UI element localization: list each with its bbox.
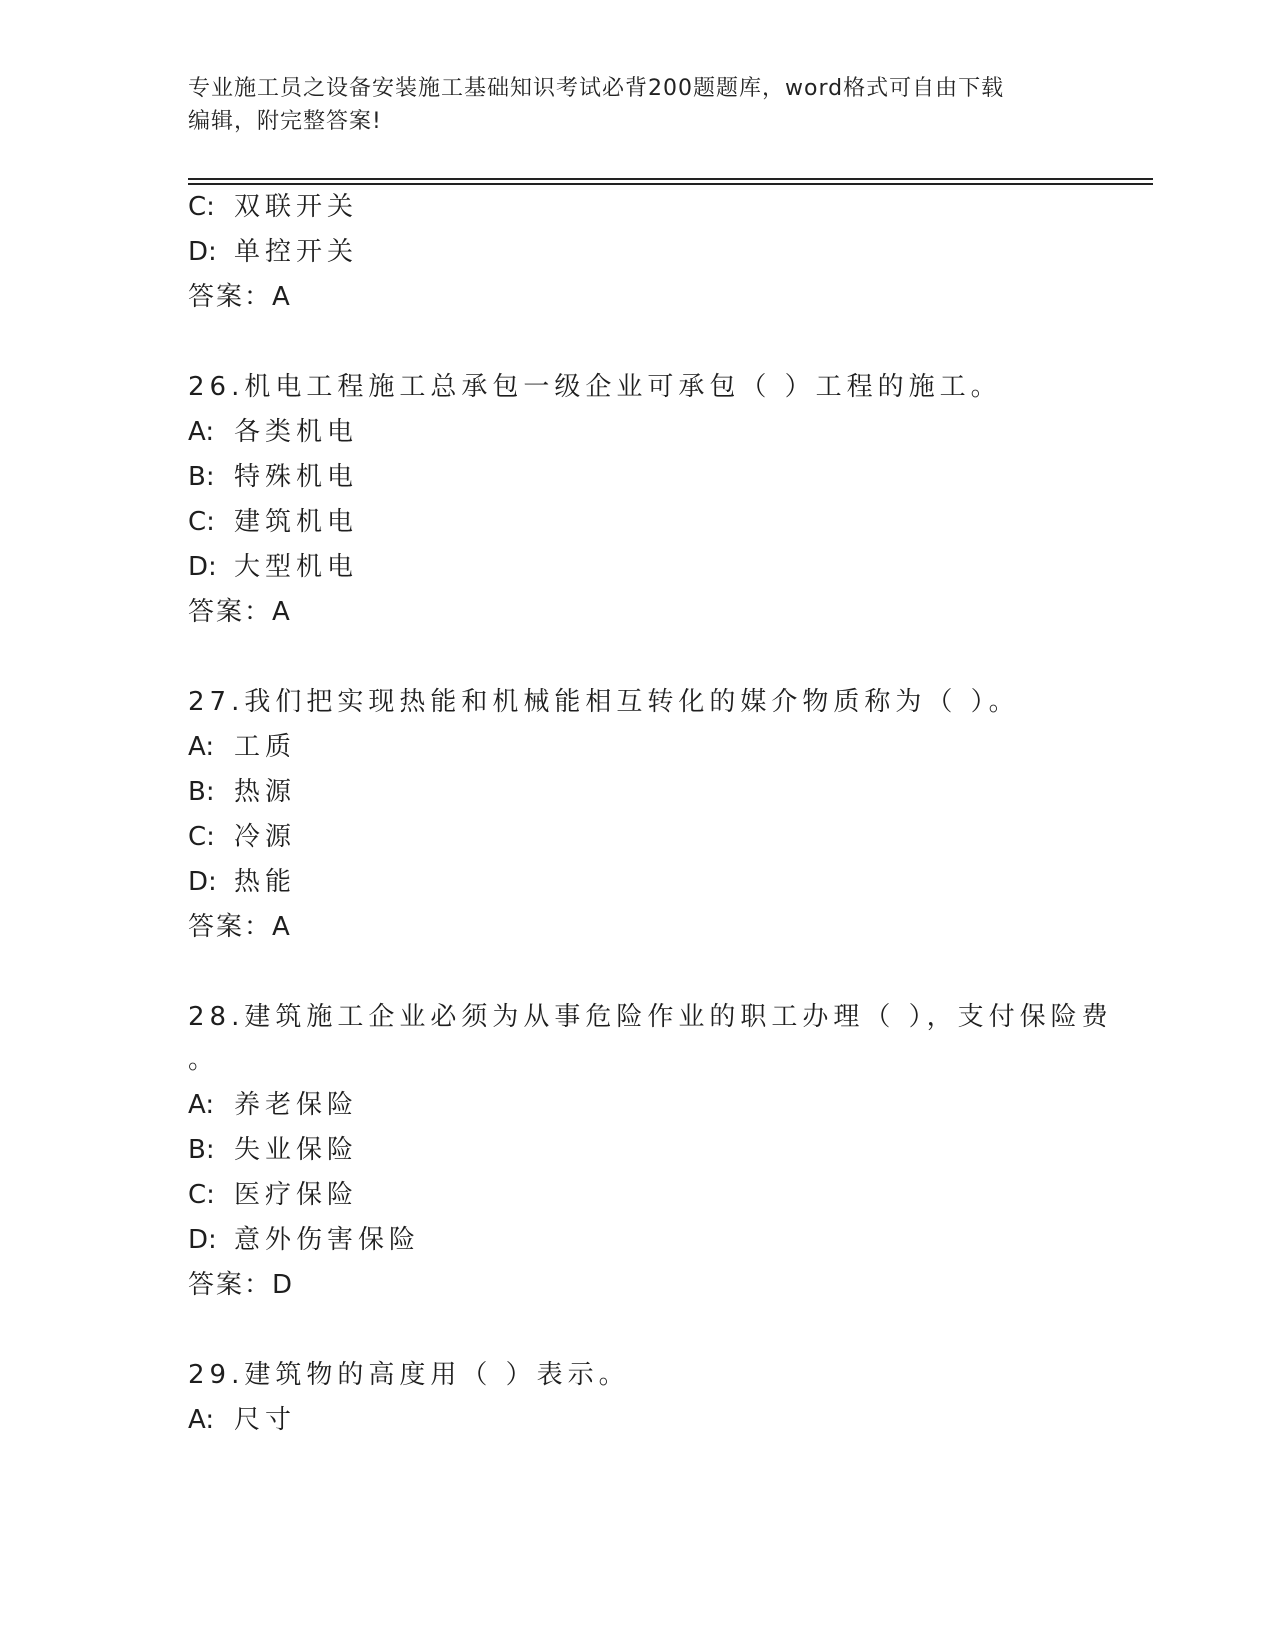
option-text: 养老保险	[234, 1090, 359, 1120]
answer-line: 答案：A	[188, 597, 292, 627]
question-stem: 26.机电工程施工总承包一级企业可承包（ ）工程的施工。	[188, 372, 1002, 402]
option-text: 工质	[234, 732, 297, 762]
option-line	[188, 1178, 358, 1212]
option-key: A:	[188, 1090, 215, 1120]
option-key: C:	[188, 507, 215, 537]
option-line	[188, 1133, 358, 1167]
option-key: B:	[188, 1135, 215, 1165]
option-text: 建筑机电	[234, 507, 359, 537]
answer-line: 答案：D	[188, 1270, 295, 1300]
option-text: 失业保险	[234, 1135, 359, 1165]
option-text: 特殊机电	[234, 462, 359, 492]
option-text: 各类机电	[234, 417, 359, 447]
header-divider-top	[188, 178, 1153, 180]
option-key: D:	[188, 552, 217, 582]
option-key: A:	[188, 417, 215, 447]
option-key: A:	[188, 1405, 215, 1435]
option-line	[188, 190, 358, 224]
option-key: A:	[188, 732, 215, 762]
option-line	[188, 865, 296, 899]
option-text: 双联开关	[234, 192, 359, 222]
option-line	[188, 550, 358, 584]
question-stem: 28.建筑施工企业必须为从事危险作业的职工办理（ ），支付保险费	[188, 1002, 1113, 1032]
option-key: C:	[188, 192, 215, 222]
header-line-2: 编辑，附完整答案!	[188, 109, 382, 134]
option-key: C:	[188, 1180, 215, 1210]
answer-line: 答案：A	[188, 912, 292, 942]
option-line	[188, 460, 358, 494]
option-line	[188, 820, 296, 854]
option-line	[188, 1403, 296, 1437]
option-line	[188, 1088, 358, 1122]
question-stem-continuation: 。	[188, 1045, 220, 1075]
answer-line: 答案：A	[188, 282, 292, 312]
option-line	[188, 1223, 420, 1257]
question-stem: 27.我们把实现热能和机械能相互转化的媒介物质称为（ ）。	[188, 687, 1020, 717]
header-divider-bottom	[188, 183, 1153, 185]
document-header	[188, 72, 1088, 138]
option-text: 热源	[234, 777, 297, 807]
option-text: 冷源	[234, 822, 297, 852]
option-line	[188, 415, 358, 449]
option-key: B:	[188, 777, 215, 807]
option-text: 热能	[234, 867, 297, 897]
header-line-1: 专业施工员之设备安装施工基础知识考试必背200题题库，word格式可自由下载	[188, 76, 1005, 101]
option-text: 意外伤害保险	[234, 1225, 421, 1255]
option-key: C:	[188, 822, 215, 852]
option-text: 尺寸	[234, 1405, 297, 1435]
option-line	[188, 505, 358, 539]
option-line	[188, 775, 296, 809]
option-text: 大型机电	[234, 552, 359, 582]
option-text: 医疗保险	[234, 1180, 359, 1210]
option-key: D:	[188, 237, 217, 267]
option-key: D:	[188, 867, 217, 897]
option-line	[188, 235, 358, 269]
option-key: B:	[188, 462, 215, 492]
question-stem: 29.建筑物的高度用（ ）表示。	[188, 1360, 630, 1390]
option-text: 单控开关	[234, 237, 359, 267]
option-key: D:	[188, 1225, 217, 1255]
option-line	[188, 730, 296, 764]
